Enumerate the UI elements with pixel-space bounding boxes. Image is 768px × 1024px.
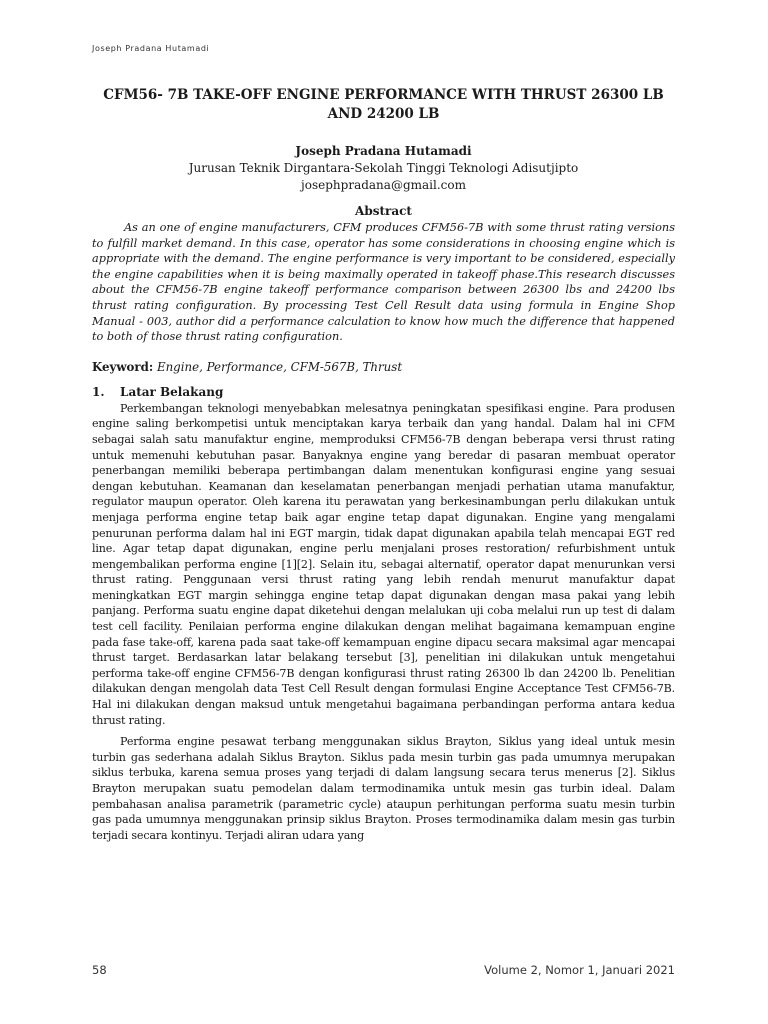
- author-email: josephpradana@gmail.com: [301, 178, 466, 192]
- journal-volume: Volume 2, Nomor 1, Januari 2021: [484, 963, 675, 977]
- section-number: 1.: [92, 384, 105, 399]
- page-number: 58: [92, 963, 107, 977]
- paper-title: CFM56- 7B TAKE-OFF ENGINE PERFORMANCE WITH THRUST 26300 LB AND 24200 LB: [103, 87, 664, 122]
- author-affiliation: Jurusan Teknik Dirgantara-Sekolah Tinggi Teknologi Adisutjipto: [188, 161, 579, 175]
- abstract-heading: Abstract: [355, 204, 412, 218]
- page-content: [92, 86, 675, 843]
- keywords: [92, 359, 675, 375]
- running-head: Joseph Pradana Hutamadi: [92, 44, 210, 53]
- section-heading: [92, 384, 675, 401]
- body-paragraph: Perkembangan teknologi menyebabkan melesatnya peningkatan spesifikasi engine. Para produsen engine saling berkompetisi untuk menciptakan karya terbaik dan yang handal. Dalam hal ini CFM sebagai salah satu manufaktur engine, memproduksi CFM56-7B dengan beberapa versi thrust rating untuk memenuhi kebutuhan pasar. Banyaknya engine yang beredar di pasaran membuat operator penerbangan memiliki beberapa pertimbangan dalam menentukan konfigurasi engine yang sesuai dengan kebutuhan. Keamanan dan keselamatan penerbangan menjadi perhatian utama manufaktur, regulator maupun operator. Oleh karena itu perawatan yang berkesinambungan perlu dilakukan untuk menjaga performa engine tetap baik agar engine tetap dapat digunakan. Engine yang mengalami penurunan performa dalam hal ini EGT margin, tidak dapat digunakan apabila telah mencapai EGT red line. Agar tetap dapat digunakan, engine perlu menjalani proses restoration/ refurbishment untuk mengembalikan performa engine [1][2]. Selain itu, sebagai alternatif, operator dapat menurunkan versi thrust rating. Penggunaan versi thrust rating yang lebih rendah menurut manufaktur dapat meningkatkan EGT margin sehingga engine tetap dapat digunakan dengan masa pakai yang lebih panjang. Performa suatu engine dapat diketehui dengan melalukan uji coba melalui run up test di dalam test cell facility. Penilaian performa engine dilakukan dengan melihat bagaimana kemampuan engine pada fase take-off, karena pada saat take-off kemampuan engine dipacu secara maksimal agar mencapai thrust target. Berdasarkan latar belakang tersebut [3], penelitian ini dilakukan untuk mengetahui performa take-off engine CFM56-7B dengan konfigurasi thrust rating 26300 lb dan 24200 lb. Penelitian dilakukan dengan mengolah data Test Cell Result dengan formulasi Engine Acceptance Test CFM56-7B. Hal ini dilakukan dengan maksud untuk mengetahui bagaimana perbandingan performa antara kedua thrust rating.: [92, 401, 675, 727]
- abstract-body: As an one of engine manufacturers, CFM produces CFM56-7B with some thrust rating versions to fulfill market demand. In this case, operator has some considerations in choosing engine which is appropriate with the demand. The engine performance is very important to be considered, especially the engine capabilities when it is being maximally operated in takeoff phase.This research discusses about the CFM56-7B engine takeoff performance comparison between 26300 lbs and 24200 lbs thrust rating configuration. By processing Test Cell Result data using formula in Engine Shop Manual - 003, author did a performance calculation to know how much the difference that happened to both of those thrust rating configuration.: [92, 221, 675, 344]
- keywords-label: Keyword:: [92, 359, 154, 374]
- keywords-text: Engine, Performance, CFM-567B, Thrust: [153, 359, 403, 374]
- section-title: Latar Belakang: [120, 384, 224, 399]
- body-paragraph: Performa engine pesawat terbang menggunakan siklus Brayton, Siklus yang ideal untuk mesin turbin gas sederhana adalah Siklus Brayton. Siklus pada mesin turbin gas pada umumnya merupakan siklus terbuka, karena semua proses yang terjadi di dalam langsung secara terus menerus [2]. Siklus Brayton merupakan suatu pemodelan dalam termodinamika untuk mesin gas turbin ideal. Dalam pembahasan analisa parametrik (parametric cycle) ataupun perhitungan performa suatu mesin turbin gas pada umumnya menggunakan prinsip siklus Brayton. Proses termodinamika dalam mesin gas turbin terjadi secara kontinyu. Terjadi aliran udara yang: [92, 735, 675, 842]
- author-name: Joseph Pradana Hutamadi: [295, 144, 472, 158]
